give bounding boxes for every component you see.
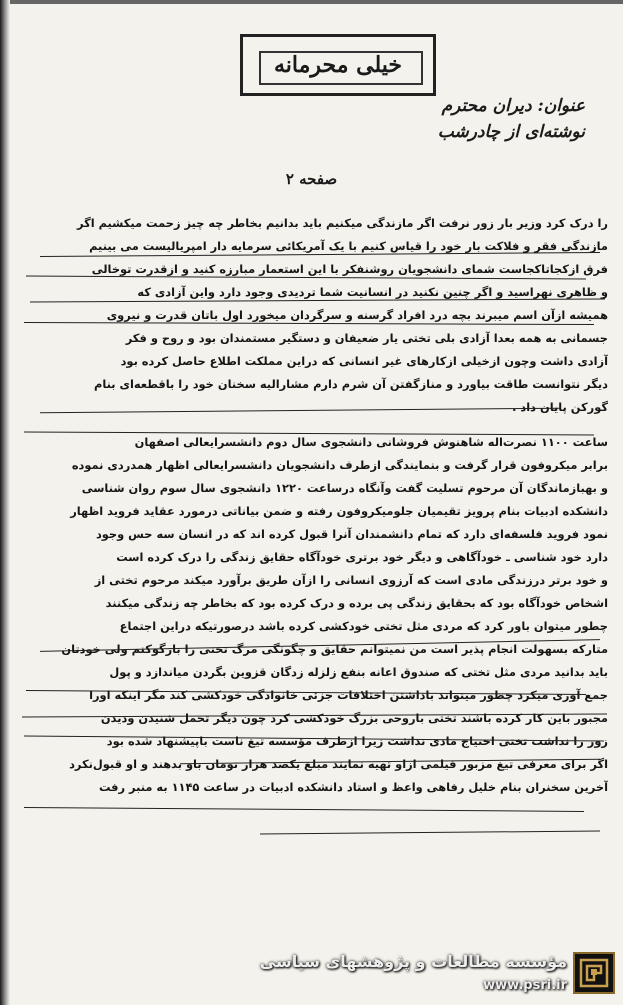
text-line: گورکن پایان داد . (512, 400, 608, 414)
watermark-site-name: مؤسسه مطالعات و پژوهشهای سیاسی (259, 952, 567, 971)
institute-logo-icon (573, 952, 615, 994)
scan-edge-top (0, 0, 623, 4)
text-line: اگر برای معرفی تیغ مزبور فیلمی ازاو تهیه نمایند مبلغ یکصد هزار تومان باو بدهند و او قبول‌نکرد (69, 757, 608, 771)
text-line: جسمانی به همه بعدا آزادی بلی تختی یار ضعیفان و دستگیر مستمندان بود و روح و فکر (125, 331, 608, 345)
text-line: فرق ازکجاتاکجاست شمای دانشجویان روشنفکر با این استعمار مبارزه کنید و ازقدرت توخالی (91, 262, 608, 276)
text-line: دارد خود شناسی ـ خودآگاهی و دیگر خود برتری خودآگاه حقایق زندگی را درک کرده است (116, 550, 608, 564)
text-line: اشخاص خودآگاه بود که بحقایق زندگی پی برده و درک کرده بود که بخاطر چه زندگی میکنند (105, 596, 608, 610)
text-line: دانشکده ادبیات بنام پرویز تقیمیان جلومیکروفون رفته و ضمن بیاناتی درمورد عقاید فروید اظهار (70, 504, 608, 518)
text-line: چطور میتوان باور کرد که مردی مثل تختی خودکشی کرده باشد درصورتیکه دراین اجتماع (119, 619, 608, 633)
text-line: را درک کرد وزیر بار زور نرفت اگر مازندگی میکنیم باید بدانیم بخاطر چه چیز زحمت میکشیم اگر (77, 216, 608, 230)
text-line: همیشه ازآن اسم میبرند بچه درد افراد گرسنه و سرگردان میخورد اول باتان قدرت و نیروی (106, 308, 608, 322)
stamp-text: خیلی محرمانه (273, 52, 403, 78)
text-line: دیگر نتوانست طاقت بیاورد و منازگفتن آن شرم دارم مشارالیه سخنان خود را باقطعه‌ای بنام (94, 377, 608, 391)
text-line: مجبور باین کار کرده باشند تختی باروحی بزرگ خودکشی کرد چون دیگر تحمل شنیدن ودیدن (100, 711, 608, 725)
text-line: و ظاهری نهراسید و اگر چنین نکنید در انسانیت شما تردیدی وجود دارد واین آزادی که (137, 285, 608, 299)
watermark-url: www.psri.ir (483, 978, 567, 993)
text-line: و خود برتر درزندگی مادی است که آرزوی انسانی را ازآن طریق برآورد میکند مرحوم تختی از (94, 573, 608, 587)
text-line: جمع آوری میکرد چطور میتواند باداشتن اختلافات جزئی خانوادگی خودکشی کند مگر اینکه اورا (89, 688, 608, 702)
page-number-label: صفحه ۲ (285, 170, 338, 188)
text-line: ساعت ۱۱۰۰ نصرت‌اله شاهنوش فروشانی دانشجوی سال دوم دانشسرایعالی اصفهان (134, 435, 608, 449)
text-line: نمود فروید فلسفه‌ای دارد که تمام دانشمندان آنرا قبول کرده اند که در انسان سه حس وجود (95, 527, 608, 541)
text-line: متارکه بسهولت انجام پذیر است من نمیتوانم حقایق و چگونگی مرگ تختی را بازگوکنم ولی خودتان (61, 642, 608, 656)
text-line: و بهبازماندگان آن مرحوم تسلیت گفت وآنگاه درساعت ۱۲۲۰ دانشجوی سال سوم روان شناسی (81, 481, 608, 495)
paragraph-1 (12, 212, 608, 419)
handwritten-note-2: نوشته‌ای از چادرشب (437, 122, 585, 142)
classification-stamp (240, 34, 436, 96)
text-line: آزادی داشت وچون ازخیلی ازکارهای غیر انسانی که دراین مملکت اطلاع حاصل کرده بود (120, 354, 608, 368)
text-line: آخرین سخنران بنام خلیل رفاهی واعظ و استاد دانشکده ادبیات در ساعت ۱۱۴۵ به منبر رفت (98, 780, 608, 794)
text-line: باید بدانید مردی مثل تختی که صندوق اعانه بنفع زلزله زدگان قزوین بگردن میاندازد و پول (109, 665, 608, 679)
text-line: برابر میکروفون قرار گرفت و بنمایندگی ازطرف دانشجویان دانشسرایعالی اظهار همدردی نموده (71, 458, 608, 472)
underline-mark (260, 831, 600, 835)
handwritten-note-1: عنوان: دیران محترم (441, 96, 585, 116)
text-line: زور را نداشت تختی احتیاج مادی نداشت زیرا ازطرف مؤسسه تیغ ناست باپیشنهاد شده بود (106, 734, 608, 748)
scan-edge-left (0, 0, 10, 1005)
paragraph-2 (12, 431, 608, 799)
underline-mark (24, 807, 584, 812)
text-line: مازندگی فقر و فلاکت بار خود را قیاس کنیم با یک آمریکائی سرمایه دار امپریالیست می بینیم (89, 239, 608, 253)
